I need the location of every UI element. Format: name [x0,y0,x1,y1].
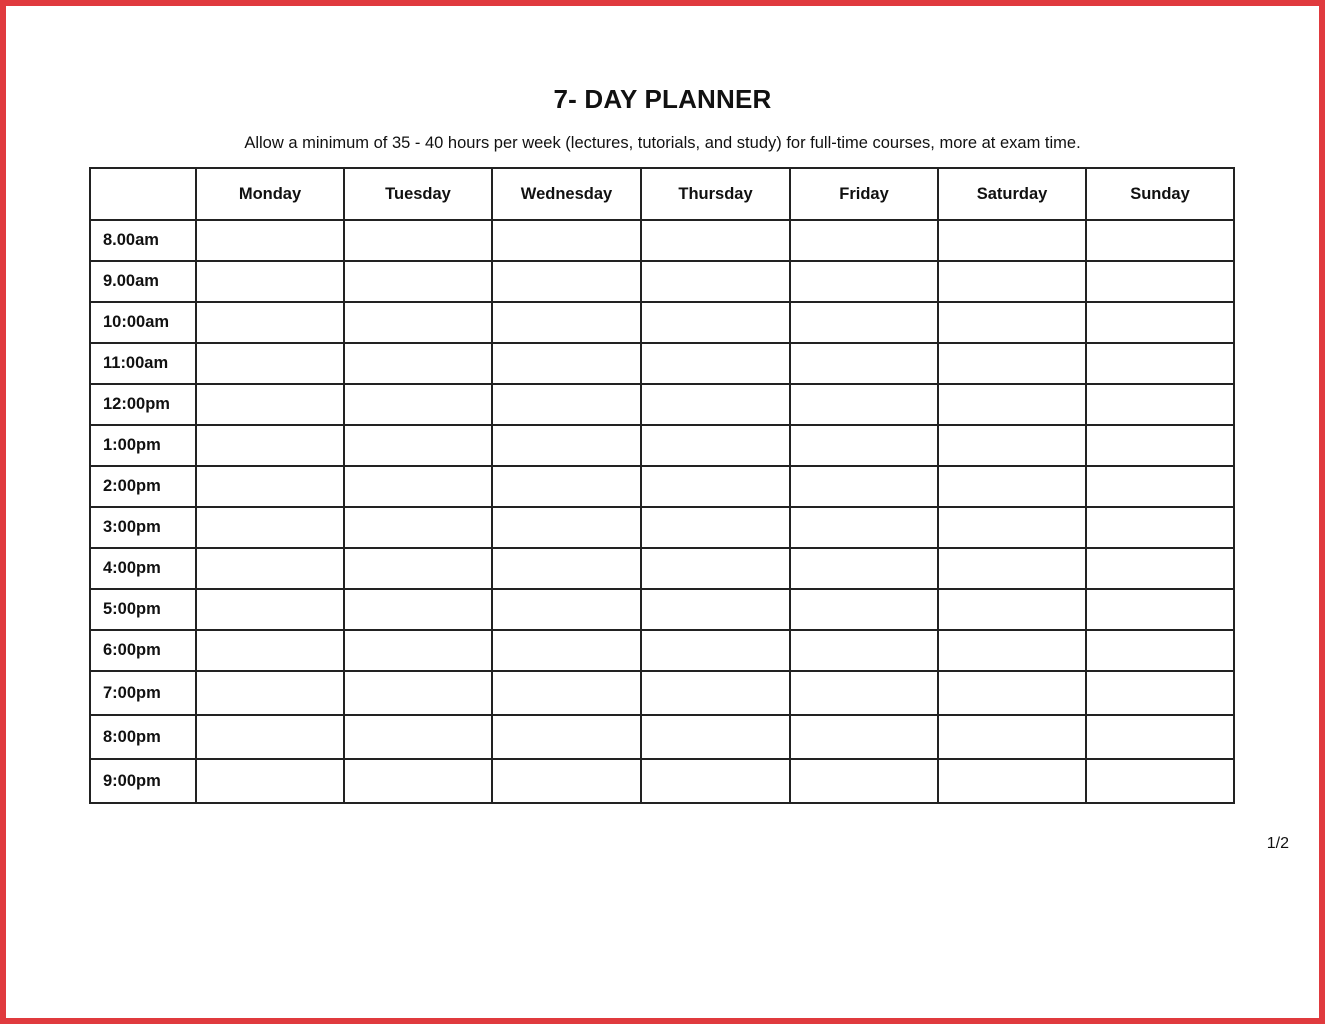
schedule-cell[interactable] [492,671,641,715]
time-label: 3:00pm [90,507,196,548]
schedule-cell[interactable] [196,220,344,261]
schedule-cell[interactable] [344,715,492,759]
schedule-cell[interactable] [641,759,790,803]
time-slot-row [90,589,1234,630]
time-slot-row [90,220,1234,261]
schedule-cell[interactable] [1086,589,1234,630]
schedule-cell[interactable] [196,466,344,507]
day-header-monday: Monday [196,168,344,220]
schedule-cell[interactable] [1086,384,1234,425]
day-header-wednesday: Wednesday [492,168,641,220]
schedule-cell[interactable] [492,759,641,803]
day-header-friday: Friday [790,168,938,220]
schedule-cell[interactable] [790,425,938,466]
schedule-cell[interactable] [641,671,790,715]
weekly-planner-table [89,167,1235,804]
schedule-cell[interactable] [344,759,492,803]
time-label: 10:00am [90,302,196,343]
schedule-cell[interactable] [938,343,1086,384]
schedule-cell[interactable] [1086,715,1234,759]
time-label: 2:00pm [90,466,196,507]
schedule-cell[interactable] [344,671,492,715]
schedule-cell[interactable] [1086,302,1234,343]
schedule-cell[interactable] [938,220,1086,261]
schedule-cell[interactable] [938,630,1086,671]
schedule-cell[interactable] [641,715,790,759]
schedule-cell[interactable] [492,548,641,589]
schedule-cell[interactable] [196,671,344,715]
schedule-cell[interactable] [641,466,790,507]
time-slot-rows [90,220,1234,803]
schedule-cell[interactable] [790,220,938,261]
schedule-cell[interactable] [790,630,938,671]
schedule-cell[interactable] [1086,261,1234,302]
day-header-saturday: Saturday [938,168,1086,220]
schedule-cell[interactable] [196,425,344,466]
schedule-cell[interactable] [641,220,790,261]
day-header-tuesday: Tuesday [344,168,492,220]
schedule-cell[interactable] [641,425,790,466]
schedule-cell[interactable] [492,302,641,343]
schedule-cell[interactable] [196,548,344,589]
schedule-cell[interactable] [344,261,492,302]
schedule-cell[interactable] [492,425,641,466]
time-slot-row [90,548,1234,589]
schedule-cell[interactable] [790,671,938,715]
schedule-cell[interactable] [492,507,641,548]
schedule-cell[interactable] [492,715,641,759]
schedule-cell[interactable] [938,466,1086,507]
schedule-cell[interactable] [344,302,492,343]
schedule-cell[interactable] [196,302,344,343]
schedule-cell[interactable] [196,384,344,425]
schedule-cell[interactable] [938,715,1086,759]
schedule-cell[interactable] [790,715,938,759]
schedule-cell[interactable] [344,466,492,507]
schedule-cell[interactable] [790,261,938,302]
time-slot-row [90,671,1234,715]
time-slot-row [90,715,1234,759]
schedule-cell[interactable] [641,302,790,343]
day-header-row [90,168,1234,220]
time-slot-row [90,507,1234,548]
page-title: 7- DAY PLANNER [553,84,772,114]
schedule-cell[interactable] [196,759,344,803]
schedule-cell[interactable] [790,507,938,548]
schedule-cell[interactable] [196,261,344,302]
schedule-cell[interactable] [492,220,641,261]
schedule-cell[interactable] [790,759,938,803]
schedule-cell[interactable] [1086,343,1234,384]
schedule-cell[interactable] [790,589,938,630]
time-label: 11:00am [90,343,196,384]
time-label: 4:00pm [90,548,196,589]
schedule-cell[interactable] [196,715,344,759]
schedule-cell[interactable] [790,343,938,384]
schedule-cell[interactable] [641,384,790,425]
page-number: 1/2 [1266,835,1289,852]
schedule-cell[interactable] [492,261,641,302]
time-label: 8.00am [90,220,196,261]
schedule-cell[interactable] [344,220,492,261]
schedule-cell[interactable] [938,425,1086,466]
time-slot-row [90,302,1234,343]
schedule-cell[interactable] [641,261,790,302]
schedule-cell[interactable] [196,343,344,384]
schedule-cell[interactable] [492,630,641,671]
schedule-cell[interactable] [790,302,938,343]
time-label: 5:00pm [90,589,196,630]
schedule-cell[interactable] [641,548,790,589]
schedule-cell[interactable] [938,671,1086,715]
schedule-cell[interactable] [1086,466,1234,507]
schedule-cell[interactable] [344,425,492,466]
schedule-cell[interactable] [641,507,790,548]
time-slot-row [90,466,1234,507]
schedule-cell[interactable] [196,507,344,548]
schedule-cell[interactable] [344,384,492,425]
schedule-cell[interactable] [1086,425,1234,466]
time-slot-row [90,759,1234,803]
time-label: 8:00pm [90,715,196,759]
time-label: 6:00pm [90,630,196,671]
schedule-cell[interactable] [790,548,938,589]
schedule-cell[interactable] [1086,548,1234,589]
schedule-cell[interactable] [938,302,1086,343]
time-label: 9:00pm [90,759,196,803]
schedule-cell[interactable] [938,589,1086,630]
day-header-sunday: Sunday [1086,168,1234,220]
page-subtitle: Allow a minimum of 35 - 40 hours per week (lectures, tutorials, and study) for full-time courses, more at exam time. [244,134,1081,152]
schedule-cell[interactable] [344,507,492,548]
schedule-cell[interactable] [938,261,1086,302]
schedule-cell[interactable] [344,589,492,630]
schedule-cell[interactable] [1086,671,1234,715]
schedule-cell[interactable] [492,589,641,630]
corner-header-cell [90,168,196,220]
schedule-cell[interactable] [492,466,641,507]
schedule-cell[interactable] [196,630,344,671]
schedule-cell[interactable] [641,343,790,384]
schedule-cell[interactable] [938,759,1086,803]
schedule-cell[interactable] [344,548,492,589]
schedule-cell[interactable] [1086,507,1234,548]
time-slot-row [90,425,1234,466]
schedule-cell[interactable] [790,384,938,425]
schedule-cell[interactable] [938,384,1086,425]
schedule-cell[interactable] [1086,220,1234,261]
day-header-thursday: Thursday [641,168,790,220]
time-slot-row [90,630,1234,671]
schedule-cell[interactable] [344,630,492,671]
schedule-cell[interactable] [641,589,790,630]
time-slot-row [90,261,1234,302]
schedule-cell[interactable] [938,548,1086,589]
time-label: 1:00pm [90,425,196,466]
schedule-cell[interactable] [344,343,492,384]
schedule-cell[interactable] [790,466,938,507]
time-label: 7:00pm [90,671,196,715]
schedule-cell[interactable] [641,630,790,671]
schedule-cell[interactable] [492,343,641,384]
schedule-cell[interactable] [492,384,641,425]
time-slot-row [90,343,1234,384]
schedule-cell[interactable] [1086,759,1234,803]
schedule-cell[interactable] [1086,630,1234,671]
time-slot-row [90,384,1234,425]
time-label: 9.00am [90,261,196,302]
schedule-cell[interactable] [196,589,344,630]
time-label: 12:00pm [90,384,196,425]
schedule-cell[interactable] [938,507,1086,548]
